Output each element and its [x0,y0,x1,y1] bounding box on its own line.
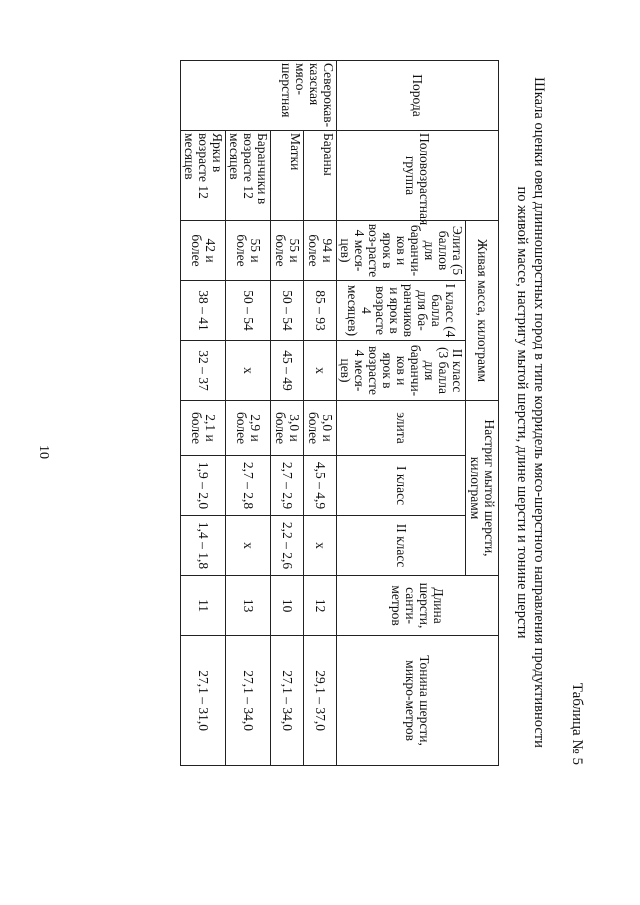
cell-wy-class2: 2,2 – 2,6 [271,516,304,576]
cell-length: 11 [181,576,226,636]
cell-group: Бараны [304,131,337,221]
table-row [271,61,304,766]
cell-wy-class2: х [226,516,271,576]
title-line-2: по живой массе, настригу мытой шерсти, длине шерсти и тонине шерсти [514,186,530,639]
cell-group: Баранчики в возрасте 12 месяцев [226,131,271,221]
header-group: Половозрастная группа [337,131,499,221]
cell-group: Ярки в возрасте 12 месяцев [181,131,226,221]
cell-lw-elite: 94 и более [304,221,337,281]
header-wy-class2: II класс [337,516,466,576]
rotated-content [115,60,585,765]
header-fineness: Тонина шерсти, микро-метров [337,636,499,766]
cell-wy-class1: 4,5 – 4,9 [304,456,337,516]
cell-wy-class1: 2,7 – 2,8 [226,456,271,516]
cell-wy-elite: 3,0 и более [271,401,304,456]
cell-lw-class2: х [226,341,271,401]
header-breed: Порода [337,61,499,131]
cell-wy-class1: 1,9 – 2,0 [181,456,226,516]
header-row-1 [466,61,499,766]
cell-fineness: 27,1 – 34,0 [271,636,304,766]
header-wool-length: Длина шерсти, санти-метров [337,576,499,636]
table-title [513,60,547,765]
cell-fineness: 29,1 – 37,0 [304,636,337,766]
table-row [226,61,271,766]
scale-table [180,60,499,766]
cell-lw-class1: 38 – 41 [181,281,226,341]
cell-length: 10 [271,576,304,636]
cell-wy-elite: 2,9 и более [226,401,271,456]
cell-lw-class2: 32 – 37 [181,341,226,401]
header-wy-elite: элита [337,401,466,456]
header-wy-class1: I класс [337,456,466,516]
cell-lw-class1: 50 – 54 [226,281,271,341]
cell-fineness: 27,1 – 34,0 [226,636,271,766]
cell-lw-class1: 85 – 93 [304,281,337,341]
cell-wy-class2: 1,4 – 1,8 [181,516,226,576]
cell-wy-elite: 2,1 и более [181,401,226,456]
table-row [304,61,337,766]
cell-lw-elite: 55 и более [271,221,304,281]
cell-group: Матки [271,131,304,221]
header-lw-elite: Элита (5 баллов для баранчи-ков и ярок в воз-расте 4 меся-цев) [337,221,466,281]
title-line-1: Шкала оценки овец длинношерстных пород в типе корридель мясо-шерстного направления продуктивности [531,77,547,748]
cell-wy-elite: 5,0 и более [304,401,337,456]
cell-lw-elite: 42 и более [181,221,226,281]
header-lw-class2: II класс (3 балла для баранчи-ков и ярок в возрасте 4 меся-цев) [337,341,466,401]
header-live-weight: Живая масса, килограмм [466,221,499,401]
header-lw-class1: I класс (4 балла для ба-ранчиков и ярок в возрасте 4 месяцев) [337,281,466,341]
cell-fineness: 27,1 – 31,0 [181,636,226,766]
cell-lw-class2: 45 – 49 [271,341,304,401]
cell-lw-class1: 50 – 54 [271,281,304,341]
cell-lw-elite: 55 и более [226,221,271,281]
header-wool-yield: Настриг мытой шерсти, килограмм [466,401,499,576]
table-number: Таблица № 5 [569,682,585,765]
cell-lw-class2: х [304,341,337,401]
cell-wy-class1: 2,7 – 2,9 [271,456,304,516]
cell-wy-class2: х [304,516,337,576]
cell-length: 12 [304,576,337,636]
breed-name: Северокав-казская мясо-шерстная [181,61,337,131]
page-number: 10 [36,445,51,459]
cell-length: 13 [226,576,271,636]
table-row [181,61,226,766]
